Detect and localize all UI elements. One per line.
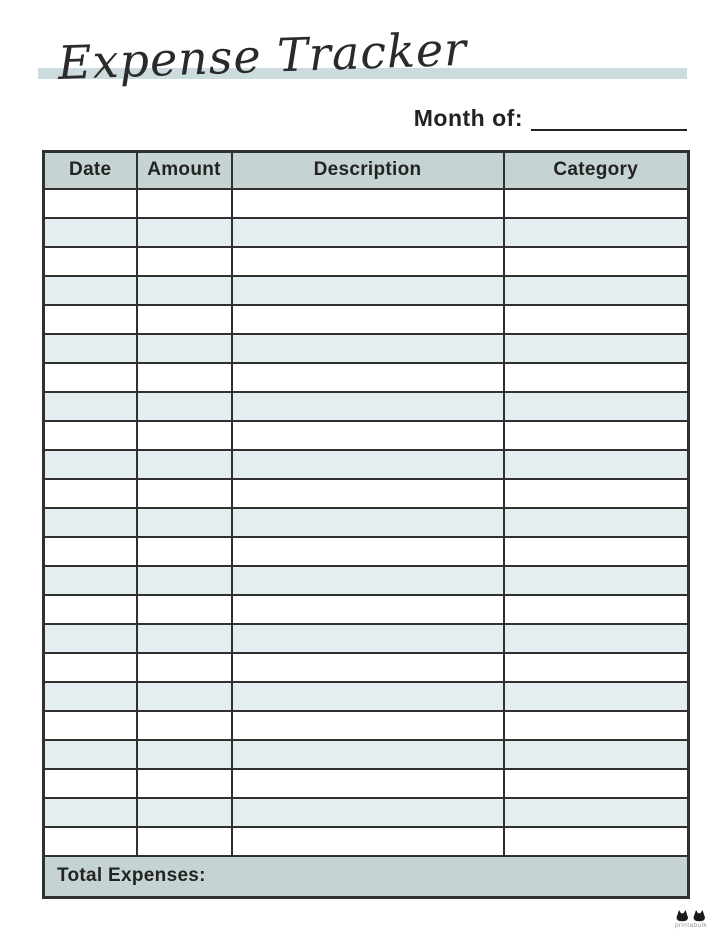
expense-cell-description[interactable] xyxy=(232,479,504,508)
expense-cell-description[interactable] xyxy=(232,305,504,334)
expense-cell-category[interactable] xyxy=(504,392,689,421)
expense-cell-amount[interactable] xyxy=(137,595,232,624)
expense-cell-date[interactable] xyxy=(44,450,137,479)
expense-cell-amount[interactable] xyxy=(137,421,232,450)
expense-row xyxy=(44,334,689,363)
expense-cell-description[interactable] xyxy=(232,827,504,856)
expense-cell-date[interactable] xyxy=(44,247,137,276)
expense-row xyxy=(44,189,689,218)
expense-cell-description[interactable] xyxy=(232,218,504,247)
expense-cell-date[interactable] xyxy=(44,189,137,218)
expense-cell-description[interactable] xyxy=(232,682,504,711)
expense-row xyxy=(44,682,689,711)
expense-cell-amount[interactable] xyxy=(137,508,232,537)
expense-cell-date[interactable] xyxy=(44,653,137,682)
expense-cell-amount[interactable] xyxy=(137,305,232,334)
expense-cell-description[interactable] xyxy=(232,334,504,363)
expense-row xyxy=(44,392,689,421)
expense-cell-amount[interactable] xyxy=(137,363,232,392)
expense-cell-description[interactable] xyxy=(232,363,504,392)
expense-cell-category[interactable] xyxy=(504,305,689,334)
expense-row xyxy=(44,363,689,392)
expense-cell-date[interactable] xyxy=(44,305,137,334)
expense-cell-date[interactable] xyxy=(44,363,137,392)
expense-cell-category[interactable] xyxy=(504,711,689,740)
expense-row xyxy=(44,798,689,827)
expense-cell-amount[interactable] xyxy=(137,798,232,827)
expense-cell-date[interactable] xyxy=(44,276,137,305)
watermark-text: printabulk xyxy=(674,921,707,929)
expense-row xyxy=(44,595,689,624)
expense-cell-category[interactable] xyxy=(504,537,689,566)
expense-row xyxy=(44,218,689,247)
expense-cell-date[interactable] xyxy=(44,421,137,450)
expense-cell-category[interactable] xyxy=(504,566,689,595)
header-row xyxy=(44,152,689,189)
watermark xyxy=(675,909,707,930)
expense-cell-description[interactable] xyxy=(232,537,504,566)
expense-table-header xyxy=(44,152,689,189)
expense-cell-category[interactable] xyxy=(504,595,689,624)
expense-cell-date[interactable] xyxy=(44,798,137,827)
expense-row xyxy=(44,740,689,769)
expense-row xyxy=(44,537,689,566)
expense-row xyxy=(44,305,689,334)
expense-cell-category[interactable] xyxy=(504,508,689,537)
expense-cell-amount[interactable] xyxy=(137,827,232,856)
expense-row xyxy=(44,624,689,653)
expense-cell-category[interactable] xyxy=(504,769,689,798)
expense-row xyxy=(44,421,689,450)
expense-table-body xyxy=(44,189,689,856)
column-header-amount: Amount xyxy=(137,152,232,189)
expense-cell-description[interactable] xyxy=(232,769,504,798)
expense-cell-date[interactable] xyxy=(44,740,137,769)
expense-cell-category[interactable] xyxy=(504,682,689,711)
expense-cell-date[interactable] xyxy=(44,624,137,653)
expense-cell-category[interactable] xyxy=(504,421,689,450)
expense-cell-description[interactable] xyxy=(232,740,504,769)
expense-row xyxy=(44,566,689,595)
expense-cell-date[interactable] xyxy=(44,595,137,624)
expense-cell-date[interactable] xyxy=(44,827,137,856)
expense-cell-category[interactable] xyxy=(504,247,689,276)
expense-cell-category[interactable] xyxy=(504,740,689,769)
expense-cell-description[interactable] xyxy=(232,421,504,450)
month-of-field xyxy=(414,106,687,131)
expense-table xyxy=(42,150,690,899)
expense-cell-amount[interactable] xyxy=(137,189,232,218)
expense-cell-category[interactable] xyxy=(504,334,689,363)
total-expenses-cell[interactable]: Total Expenses: xyxy=(44,856,689,898)
expense-cell-description[interactable] xyxy=(232,276,504,305)
expense-cell-amount[interactable] xyxy=(137,682,232,711)
expense-cell-date[interactable] xyxy=(44,479,137,508)
expense-cell-description[interactable] xyxy=(232,653,504,682)
expense-cell-amount[interactable] xyxy=(137,218,232,247)
expense-cell-amount[interactable] xyxy=(137,392,232,421)
expense-cell-category[interactable] xyxy=(504,653,689,682)
expense-cell-date[interactable] xyxy=(44,334,137,363)
expense-row xyxy=(44,827,689,856)
month-of-label: Month of: xyxy=(413,105,523,131)
expense-row xyxy=(44,450,689,479)
expense-cell-amount[interactable] xyxy=(137,247,232,276)
expense-row xyxy=(44,711,689,740)
expense-cell-amount[interactable] xyxy=(137,334,232,363)
expense-cell-description[interactable] xyxy=(232,711,504,740)
expense-cell-category[interactable] xyxy=(504,624,689,653)
expense-row xyxy=(44,769,689,798)
expense-cell-description[interactable] xyxy=(232,450,504,479)
expense-cell-amount[interactable] xyxy=(137,479,232,508)
expense-cell-category[interactable] xyxy=(504,218,689,247)
expense-cell-description[interactable] xyxy=(232,798,504,827)
expense-cell-description[interactable] xyxy=(232,566,504,595)
expense-cell-category[interactable] xyxy=(504,827,689,856)
printabulk-dogs-logo-icon xyxy=(675,909,707,922)
expense-cell-amount[interactable] xyxy=(137,711,232,740)
expense-cell-amount[interactable] xyxy=(137,740,232,769)
expense-cell-amount[interactable] xyxy=(137,624,232,653)
expense-row xyxy=(44,247,689,276)
expense-cell-date[interactable] xyxy=(44,537,137,566)
month-of-input-line[interactable] xyxy=(531,107,687,131)
expense-cell-date[interactable] xyxy=(44,769,137,798)
expense-cell-category[interactable] xyxy=(504,276,689,305)
expense-row xyxy=(44,479,689,508)
expense-cell-description[interactable] xyxy=(232,247,504,276)
expense-cell-category[interactable] xyxy=(504,479,689,508)
expense-row xyxy=(44,508,689,537)
expense-cell-description[interactable] xyxy=(232,595,504,624)
expense-cell-amount[interactable] xyxy=(137,450,232,479)
expense-cell-date[interactable] xyxy=(44,218,137,247)
column-header-category: Category xyxy=(504,152,689,189)
expense-cell-category[interactable] xyxy=(504,363,689,392)
expense-cell-date[interactable] xyxy=(44,566,137,595)
expense-table-footer xyxy=(44,856,689,898)
expense-cell-description[interactable] xyxy=(232,392,504,421)
expense-cell-category[interactable] xyxy=(504,189,689,218)
expense-cell-date[interactable] xyxy=(44,508,137,537)
expense-cell-date[interactable] xyxy=(44,682,137,711)
expense-cell-description[interactable] xyxy=(232,624,504,653)
expense-row xyxy=(44,276,689,305)
expense-cell-amount[interactable] xyxy=(137,566,232,595)
expense-cell-amount[interactable] xyxy=(137,769,232,798)
expense-cell-amount[interactable] xyxy=(137,537,232,566)
expense-cell-amount[interactable] xyxy=(137,276,232,305)
expense-cell-category[interactable] xyxy=(504,798,689,827)
expense-row xyxy=(44,653,689,682)
expense-cell-date[interactable] xyxy=(44,711,137,740)
column-header-description: Description xyxy=(232,152,504,189)
column-header-date: Date xyxy=(44,152,137,189)
expense-cell-amount[interactable] xyxy=(137,653,232,682)
total-expenses-row xyxy=(44,856,689,898)
expense-cell-description[interactable] xyxy=(232,508,504,537)
expense-cell-category[interactable] xyxy=(504,450,689,479)
expense-cell-date[interactable] xyxy=(44,392,137,421)
expense-cell-description[interactable] xyxy=(232,189,504,218)
page-title: Expense Tracker xyxy=(57,21,468,90)
